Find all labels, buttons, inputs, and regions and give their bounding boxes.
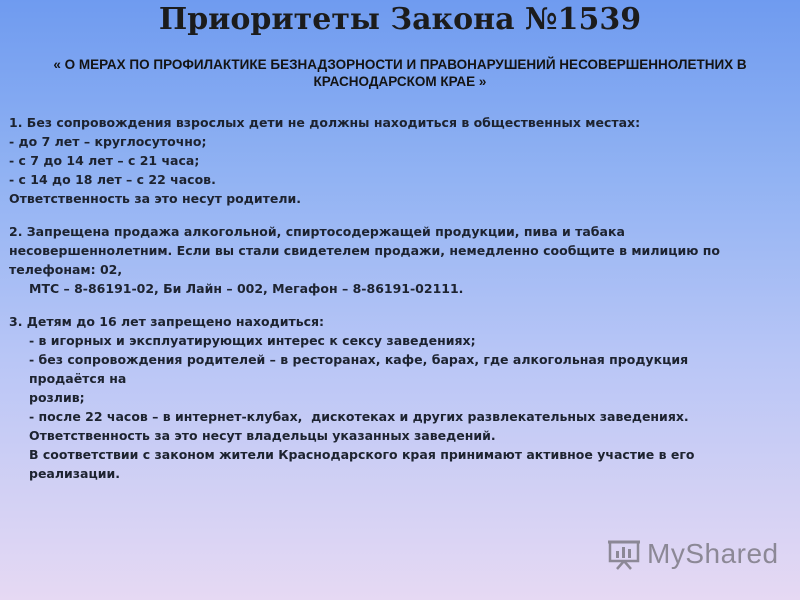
- section1-item-1: - до 7 лет – круглосуточно;: [9, 134, 207, 149]
- section3-item-1: - в игорных и эксплуатирующих интерес к сексу заведениях;: [29, 333, 476, 348]
- presentation-board-icon: [607, 537, 641, 571]
- slide-title: Приоритеты Закона №1539: [158, 2, 642, 37]
- slide-subtitle: « О МЕРАХ ПО ПРОФИЛАКТИКЕ БЕЗНАДЗОРНОСТИ И ПРАВОНАРУШЕНИЙ НЕСОВЕРШЕННОЛЕТНИХ В КРАСНОДАРСКОМ КРАЕ »: [53, 57, 747, 89]
- section3-responsibility: Ответственность за это несут владельцы указанных заведений.: [29, 428, 496, 443]
- section3-item-3: - после 22 часов – в интернет-клубах, дискотеках и других развлекательных заведениях.: [29, 409, 689, 424]
- section1-item-2: - с 7 до 14 лет – с 21 часа;: [9, 153, 200, 168]
- section3-item-2-cont: розлив;: [29, 390, 85, 405]
- watermark: [607, 536, 779, 572]
- section1-item-3: - с 14 до 18 лет – с 22 часов.: [9, 172, 216, 187]
- section1-responsibility: Ответственность за это несут родители.: [9, 191, 302, 206]
- section3-heading: 3. Детям до 16 лет запрещено находиться:: [9, 314, 325, 329]
- watermark-text: MyShared: [647, 538, 779, 569]
- section3-item-2: - без сопровождения родителей – в ресторанах, кафе, барах, где алкогольная продукция продаётся на: [29, 352, 689, 386]
- section2-phones: МТС – 8-86191-02, Би Лайн – 002, Мегафон – 8-86191-02111.: [29, 281, 464, 296]
- section2-text: 2. Запрещена продажа алкогольной, спиртосодержащей продукции, пива и табака несовершеннолетним. Если вы стали свидетелем продажи, немедленно сообщите в милицию по телефонам: 02,: [9, 224, 720, 277]
- section3-closing: В соответствии с законом жители Краснодарского края принимают активное участие в его реализации.: [29, 447, 695, 481]
- slide-body: [9, 113, 784, 483]
- section1-heading: 1. Без сопровождения взрослых дети не должны находиться в общественных местах:: [9, 115, 641, 130]
